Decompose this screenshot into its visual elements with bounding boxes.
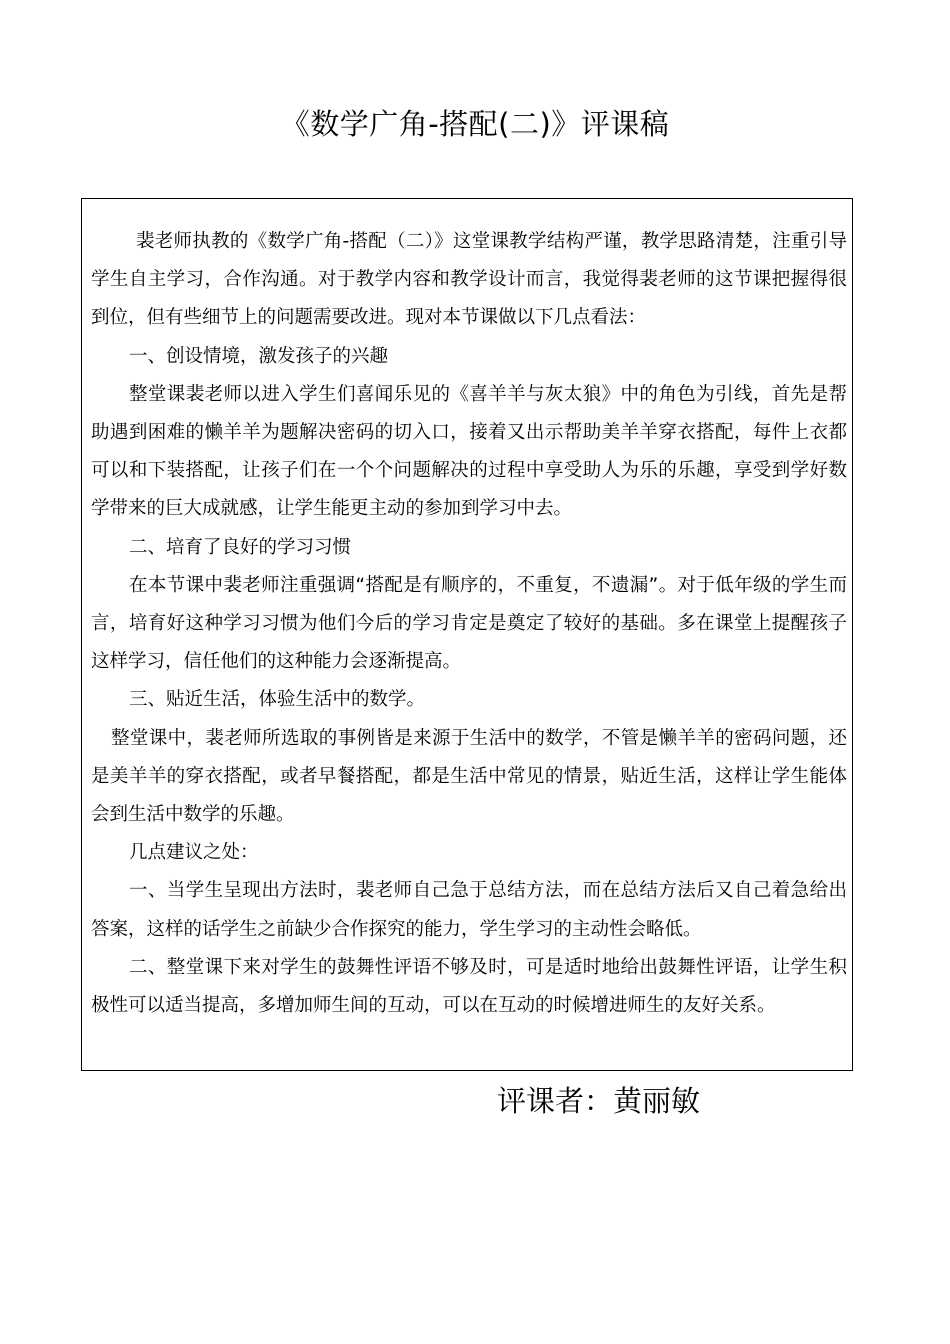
paragraph-suggestion-1: 一、当学生呈现出方法时，裴老师自己急于总结方法，而在总结方法后又自己着急给出答案，这样的话学生之前缺少合作探究的能力，学生学习的主动性会略低。 [91, 880, 847, 940]
heading-life: 三、贴近生活，体验生活中的数学。 [129, 689, 426, 711]
paragraph-habits: 在本节课中裴老师注重强调“搭配是有顺序的，不重复，不遗漏”。对于低年级的学生而言，培育好这种学习习惯为他们今后的学习肯定是奠定了较好的基础。多在课堂上提醒孩子这样学习，信任他们的这种能力会逐渐提高。 [91, 574, 847, 673]
heading-suggestions: 几点建议之处： [129, 842, 259, 864]
page-title: 《数学广角-搭配(二)》评课稿 [280, 107, 670, 141]
paragraph-life: 整堂课中，裴老师所选取的事例皆是来源于生活中的数学，不管是懒羊羊的密码问题，还是美羊羊的穿衣搭配，或者早餐搭配，都是生活中常见的情景，贴近生活，这样让学生能体会到生活中数学的乐趣。 [91, 727, 847, 826]
paragraph-situation: 整堂课裴老师以进入学生们喜闻乐见的《喜羊羊与灰太狼》中的角色为引线，首先是帮助遇到困难的懒羊羊为题解决密码的切入口，接着又出示帮助美羊羊穿衣搭配，每件上衣都可以和下装搭配，让孩子们在一个个问题解决的过程中享受助人为乐的乐趣，享受到学好数学带来的巨大成就感，让学生能更主动的参加到学习中去。 [91, 383, 847, 520]
heading-situation: 一、创设情境，激发孩子的兴趣 [129, 345, 389, 367]
paragraph-intro: 裴老师执教的《数学广角-搭配（二）》这堂课教学结构严谨，教学思路清楚，注重引导学生自主学习，合作沟通。对于教学内容和教学设计而言，我觉得裴老师的这节课把握得很到位，但有些细节上的问题需要改进。现对本节课做以下几点看法： [91, 231, 847, 329]
reviewer-signature: 评课者：黄丽敏 [497, 1084, 701, 1118]
paragraph-suggestion-2: 二、整堂课下来对学生的鼓舞性评语不够及时，可是适时地给出鼓舞性评语，让学生积极性可以适当提高，多增加师生间的互动，可以在互动的时候增进师生的友好关系。 [91, 956, 847, 1017]
heading-habits: 二、培育了良好的学习习惯 [129, 536, 352, 558]
review-body [91, 223, 847, 1025]
